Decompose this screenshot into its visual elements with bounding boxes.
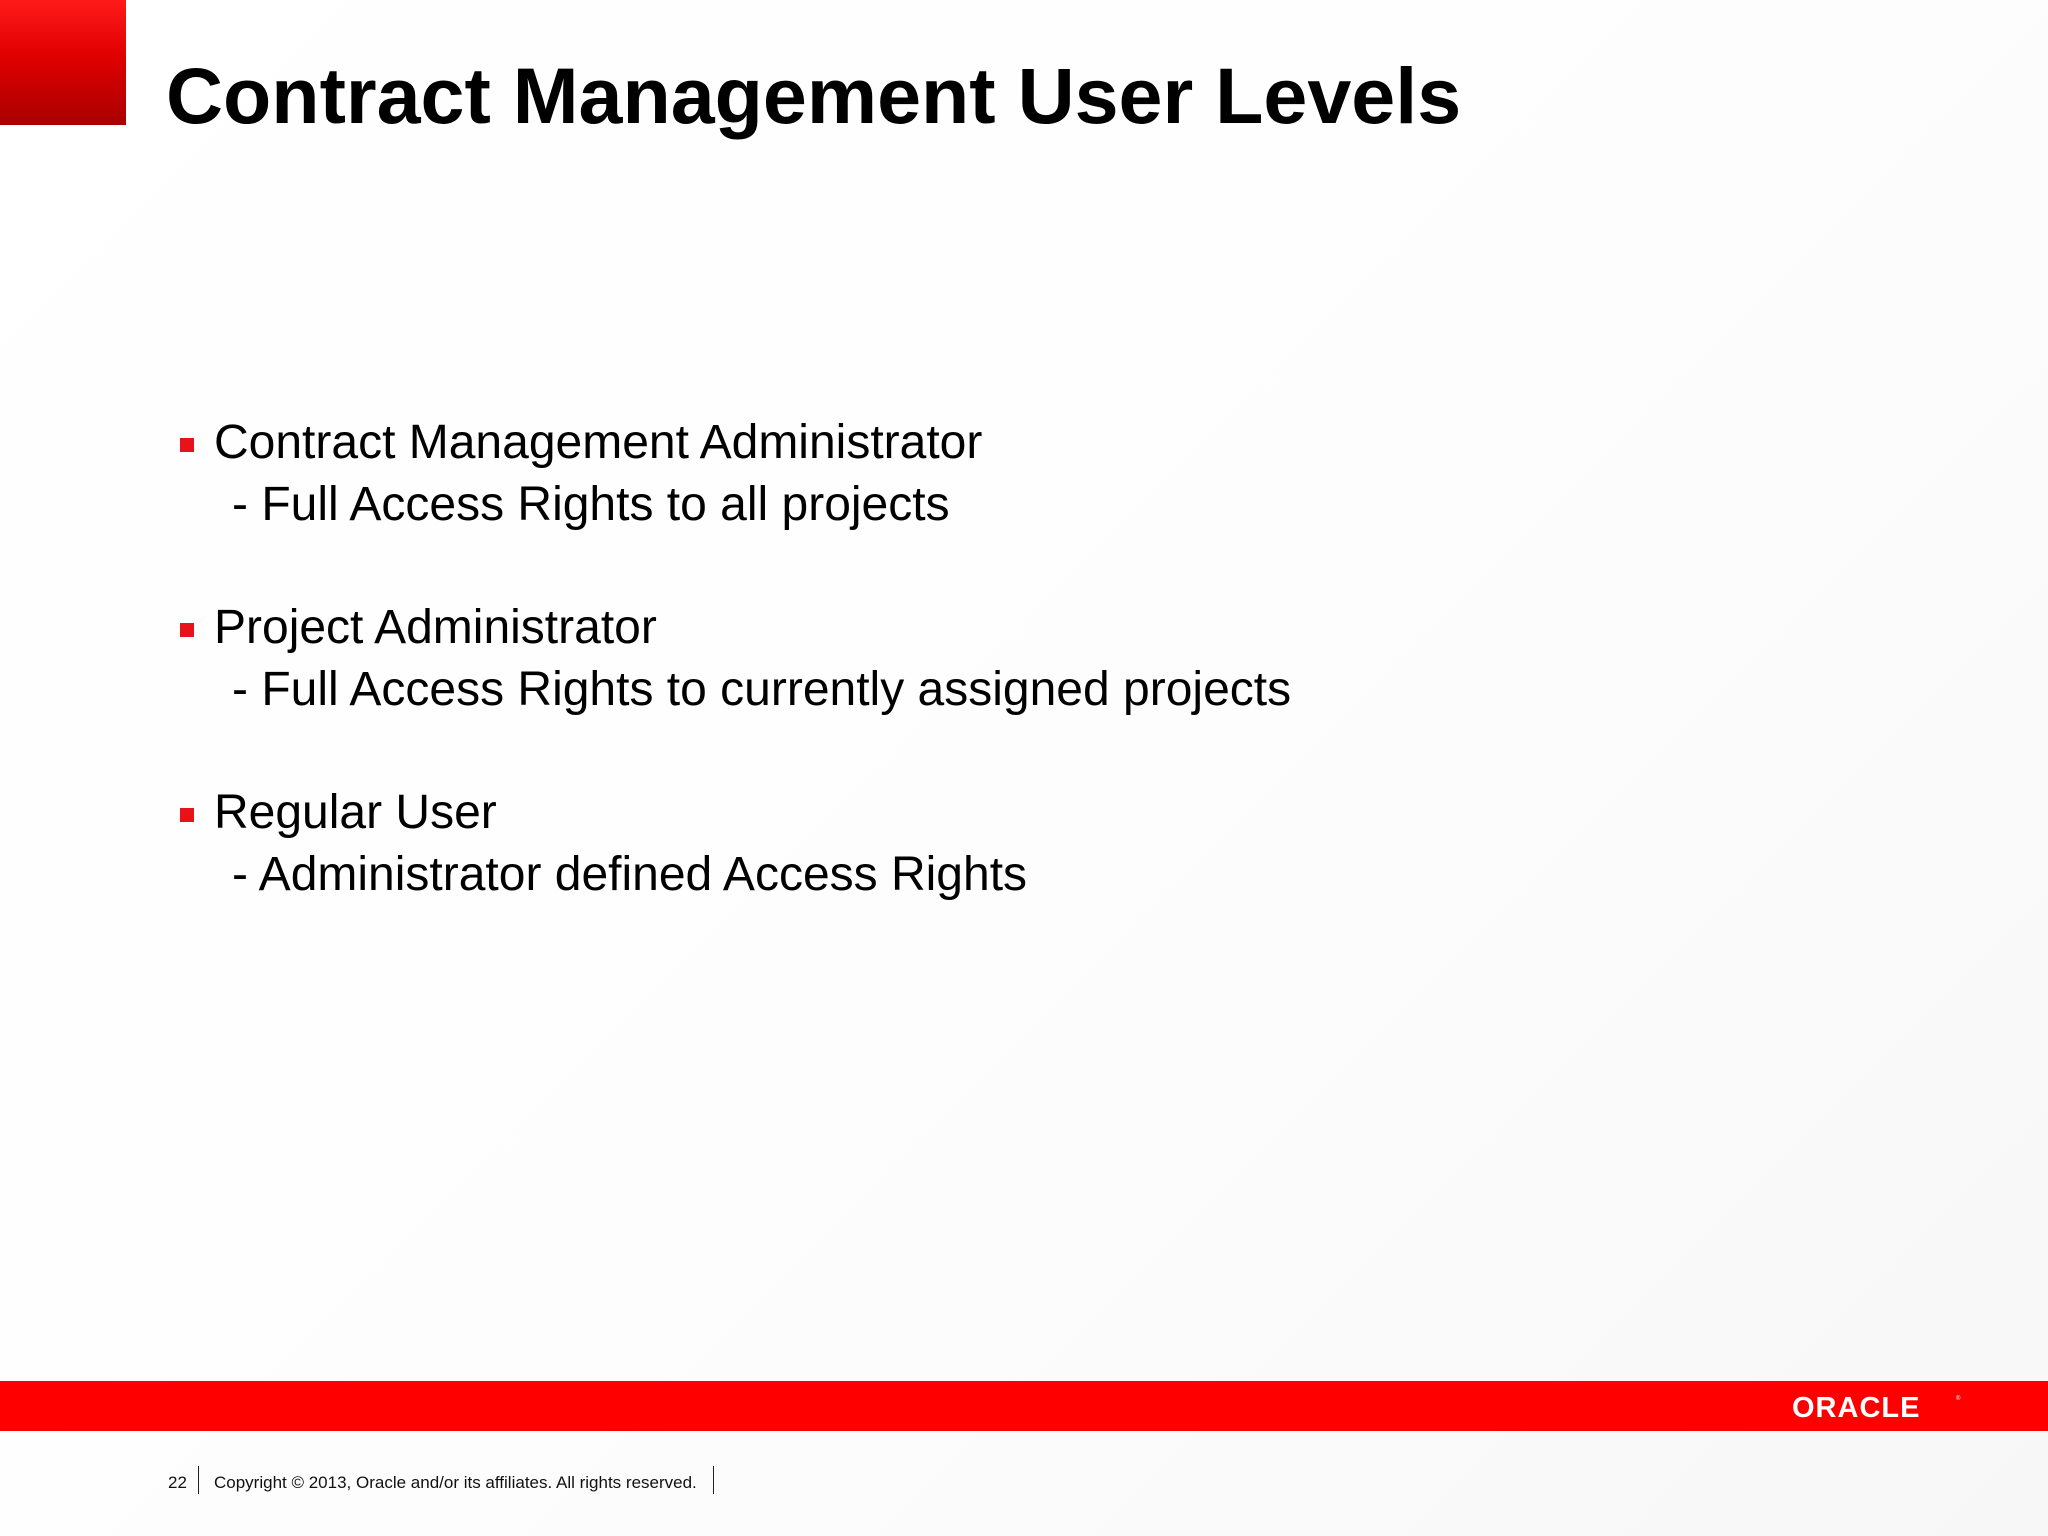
svg-text:®: ® bbox=[1956, 1396, 1961, 1402]
bullet-sub-text: - Full Access Rights to all projects bbox=[232, 478, 950, 531]
footer-red-band bbox=[0, 1381, 2048, 1431]
bullet-item bbox=[178, 597, 1878, 721]
footer-divider bbox=[713, 1466, 714, 1494]
square-bullet-icon bbox=[180, 808, 194, 822]
bullet-main-text: Project Administrator bbox=[214, 601, 657, 654]
square-bullet-icon bbox=[180, 438, 194, 452]
bullet-main-text: Regular User bbox=[214, 786, 497, 839]
square-bullet-icon bbox=[180, 623, 194, 637]
slide-title: Contract Management User Levels bbox=[166, 51, 1462, 140]
page-number: 22 bbox=[168, 1473, 187, 1492]
bullet-sub-text: - Administrator defined Access Rights bbox=[232, 848, 1028, 901]
bullet-list bbox=[178, 412, 1878, 967]
copyright-text: Copyright © 2013, Oracle and/or its affiliates. All rights reserved. bbox=[214, 1473, 697, 1492]
footer-divider bbox=[198, 1466, 199, 1494]
bullet-item bbox=[178, 412, 1878, 536]
bullet-sub-text: - Full Access Rights to currently assigned projects bbox=[232, 663, 1292, 716]
oracle-logo-text: ORACLE bbox=[1792, 1392, 1921, 1422]
corner-accent-block bbox=[0, 0, 126, 125]
oracle-logo bbox=[1792, 1392, 1962, 1422]
bullet-item bbox=[178, 782, 1878, 906]
bullet-main-text: Contract Management Administrator bbox=[214, 416, 983, 469]
